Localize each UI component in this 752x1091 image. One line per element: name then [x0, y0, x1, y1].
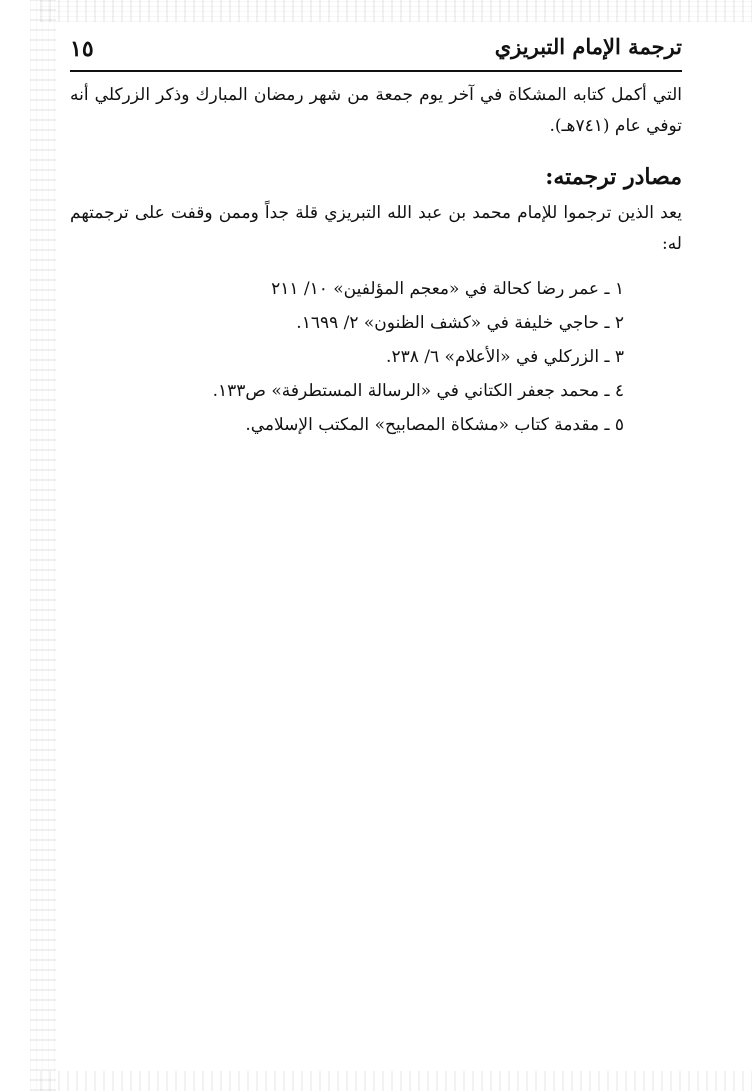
page-number: ١٥ [70, 36, 94, 62]
ornamental-border-bottom [40, 1071, 752, 1091]
sources-intro: يعد الذين ترجموا للإمام محمد بن عبد الله التبريزي قلة جداً وممن وقفت على ترجمتهم له: [70, 203, 682, 254]
source-item: ٣ ـ الزركلي في «الأعلام» ٦/ ٢٣٨. [386, 347, 624, 367]
page-body [70, 80, 682, 442]
ornamental-border-left [30, 0, 56, 1091]
source-item: ١ ـ عمر رضا كحالة في «معجم المؤلفين» ١٠/ ٢١١ [271, 279, 624, 299]
source-item: ٢ ـ حاجي خليفة في «كشف الظنون» ٢/ ١٦٩٩. [296, 313, 624, 333]
header-divider [70, 70, 682, 72]
running-title: ترجمة الإمام التبريزي [494, 34, 682, 59]
sources-list [70, 272, 682, 442]
section-heading: مصادر ترجمته: [545, 164, 682, 190]
ornamental-border-top [40, 0, 752, 22]
source-item: ٥ ـ مقدمة كتاب «مشكاة المصابيح» المكتب الإسلامي. [245, 415, 624, 435]
intro-paragraph: التي أكمل كتابه المشكاة في آخر يوم جمعة من شهر رمضان المبارك وذكر الزركلي أنه توفي عام (٧٤١هـ). [70, 85, 682, 136]
source-item: ٤ ـ محمد جعفر الكتاني في «الرسالة المستطرفة» ص١٣٣. [212, 381, 624, 401]
